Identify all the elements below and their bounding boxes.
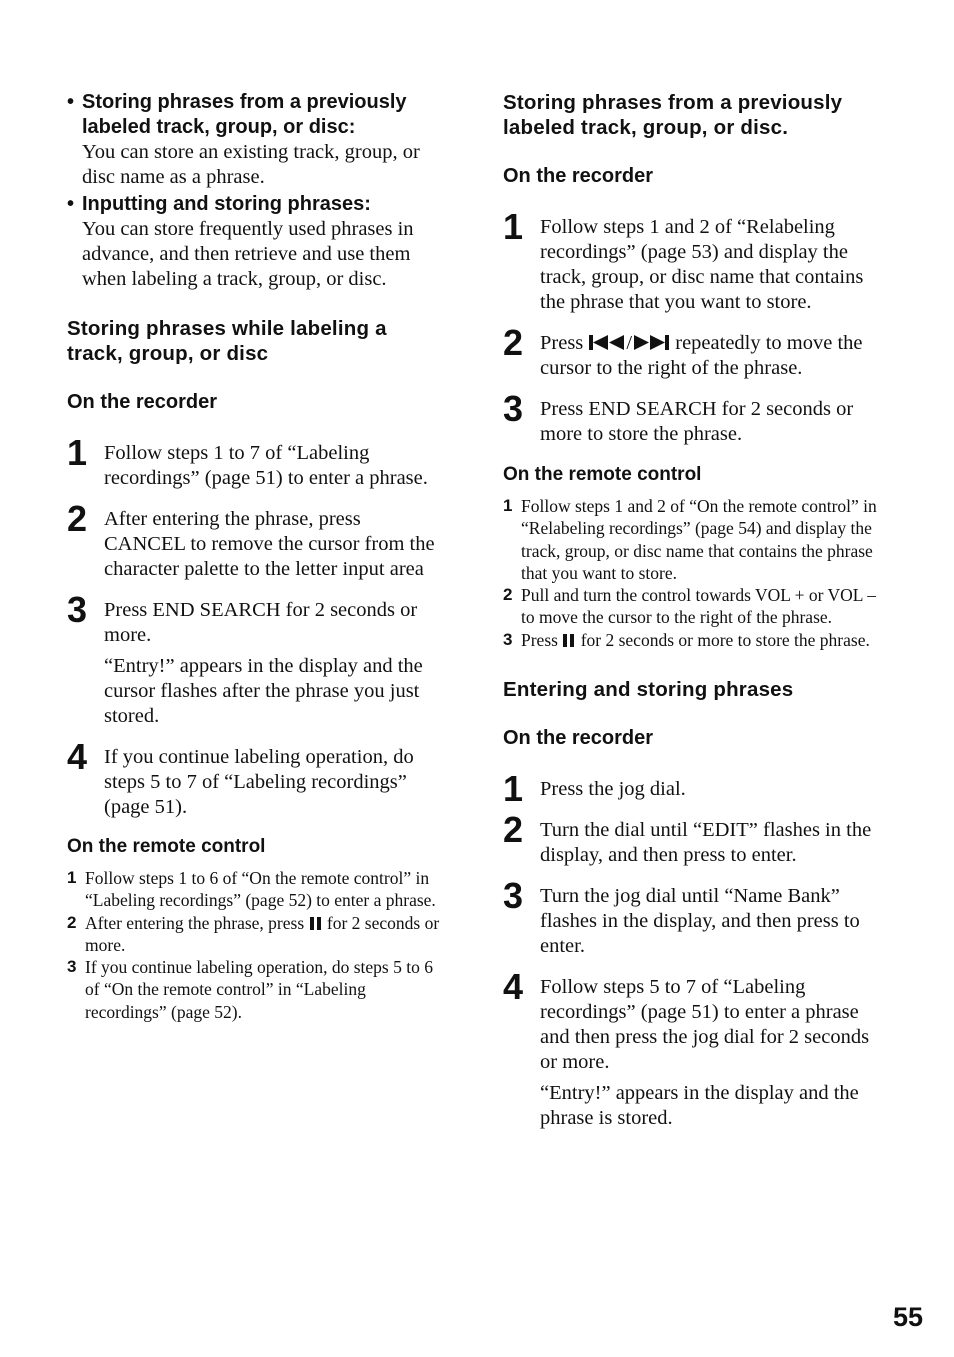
section-title: Entering and storing phrases: [503, 678, 794, 702]
remote-steps: [503, 495, 877, 651]
remote-step-text: Follow steps 1 and 2 of “On the remote control” in “Relabeling recordings” (page 54) and display the track, group, or disc name that contains the phrase that you want to store.: [521, 496, 877, 583]
step-text: Press END SEARCH for 2 seconds or more to store the phrase.: [540, 398, 854, 445]
step-number: 1: [503, 768, 524, 810]
remote-step-text-post: for 2 seconds or more.: [85, 912, 440, 955]
recorder-heading: On the recorder: [503, 165, 654, 187]
remote-step-item: [503, 584, 877, 629]
remote-step-number: 2: [503, 585, 513, 605]
step-text: If you continue labeling operation, do steps 5 to 7 of “Labeling recordings” (page 51).: [104, 746, 414, 818]
step-number: 4: [503, 966, 524, 1008]
page-number: 55: [892, 1302, 923, 1332]
step-text: [540, 331, 877, 381]
remote-control-heading: On the remote control: [67, 836, 266, 857]
remote-control-heading: On the remote control: [503, 464, 702, 485]
step-item: [67, 498, 441, 582]
step-item: [67, 736, 441, 820]
bullet-heading: Storing phrases from a previously labeled track, group, or disc:: [82, 91, 407, 138]
step-number: 1: [67, 432, 88, 473]
remote-step-number: 3: [503, 629, 513, 649]
section-title: Storing phrases while labeling a track, group, or disc: [67, 317, 387, 365]
step-text: Turn the jog dial until “Name Bank” flashes in the display, and then press to enter.: [540, 885, 860, 958]
step-text: Press END SEARCH for 2 seconds or more.: [104, 599, 418, 646]
step-number: 3: [503, 875, 524, 917]
section-title: Storing phrases from a previously labeled track, group, or disc.: [503, 91, 843, 139]
remote-step-number: 2: [67, 912, 77, 932]
step-note: “Entry!” appears in the display and the phrase is stored.: [540, 1082, 859, 1130]
step-number: 1: [503, 206, 524, 247]
step-number: 2: [503, 809, 524, 851]
step-text: Press the jog dial.: [540, 778, 686, 801]
step-text: Follow steps 5 to 7 of “Labeling recordings” (page 51) to enter a phrase and then press the jog dial for 2 seconds or more.: [540, 976, 870, 1074]
step-text-pre: Press: [540, 332, 584, 354]
bullet-item: [67, 90, 441, 190]
bullet-item: [67, 192, 441, 292]
step-item: [67, 589, 441, 729]
remote-step-item: [503, 629, 877, 651]
step-text: Turn the dial until “EDIT” flashes in the display, and then press to enter.: [540, 819, 872, 867]
step-item: [503, 966, 877, 1131]
left-column: [67, 90, 441, 1023]
skip-forward-icon: [632, 334, 670, 351]
step-item: [503, 206, 877, 315]
step-number: 3: [67, 589, 88, 630]
remote-step-text-pre: Press: [521, 629, 558, 650]
step-note: “Entry!” appears in the display and the cursor flashes after the phrase you just stored.: [104, 655, 423, 727]
button-separator: /: [626, 332, 633, 354]
recorder-heading: On the recorder: [67, 391, 218, 413]
remote-step-item: [67, 867, 441, 912]
step-text: Follow steps 1 and 2 of “Relabeling recordings” (page 53) and display the track, group, or disc name that contains the phrase that you want to store.: [540, 216, 864, 313]
step-item: [67, 432, 441, 491]
pause-icon: [562, 633, 576, 648]
step-text: After entering the phrase, press CANCEL to remove the cursor from the character palette to the letter input area: [104, 508, 435, 580]
remote-step-number: 3: [67, 957, 77, 977]
bullet-mark: •: [67, 91, 75, 113]
step-number: 2: [503, 322, 524, 363]
remote-step-text: Follow steps 1 to 6 of “On the remote control” in “Labeling recordings” (page 52) to enter a phrase.: [85, 868, 436, 911]
step-item: [503, 809, 877, 868]
bullet-mark: •: [67, 193, 75, 215]
remote-step-text-post: for 2 seconds or more to store the phrase.: [580, 629, 870, 650]
step-number: 3: [503, 388, 524, 429]
remote-step-text: If you continue labeling operation, do steps 5 to 6 of “On the remote control” in “Labeling recordings” (page 52).: [85, 957, 433, 1022]
recorder-heading: On the recorder: [503, 727, 654, 750]
remote-step-text-pre: After entering the phrase, press: [85, 912, 305, 933]
remote-step-item: [67, 912, 441, 957]
pause-icon: [309, 916, 323, 931]
step-number: 4: [67, 736, 88, 777]
bullet-text: You can store frequently used phrases in advance, and then retrieve and use them when labeling a track, group, or disc.: [82, 218, 414, 290]
step-item: [503, 768, 877, 810]
remote-step-item: [67, 956, 441, 1023]
right-column: [503, 90, 877, 1131]
remote-step-number: 1: [503, 496, 513, 515]
remote-steps: [67, 867, 441, 1023]
step-number: 2: [67, 498, 88, 539]
remote-step-item: [503, 495, 877, 584]
bullet-text: You can store an existing track, group, or disc name as a phrase.: [82, 141, 420, 188]
bullet-heading: Inputting and storing phrases:: [82, 193, 371, 215]
step-item: [503, 322, 877, 381]
step-text: Follow steps 1 to 7 of “Labeling recordings” (page 51) to enter a phrase.: [104, 442, 428, 489]
step-item: [503, 388, 877, 447]
remote-step-number: 1: [67, 868, 77, 887]
step-item: [503, 875, 877, 959]
remote-step-text: Pull and turn the control towards VOL + or VOL – to move the cursor to the right of the phrase.: [521, 585, 876, 628]
skip-back-icon: [588, 334, 626, 351]
step-text-post: repeatedly to move the cursor to the right of the phrase.: [540, 332, 863, 379]
